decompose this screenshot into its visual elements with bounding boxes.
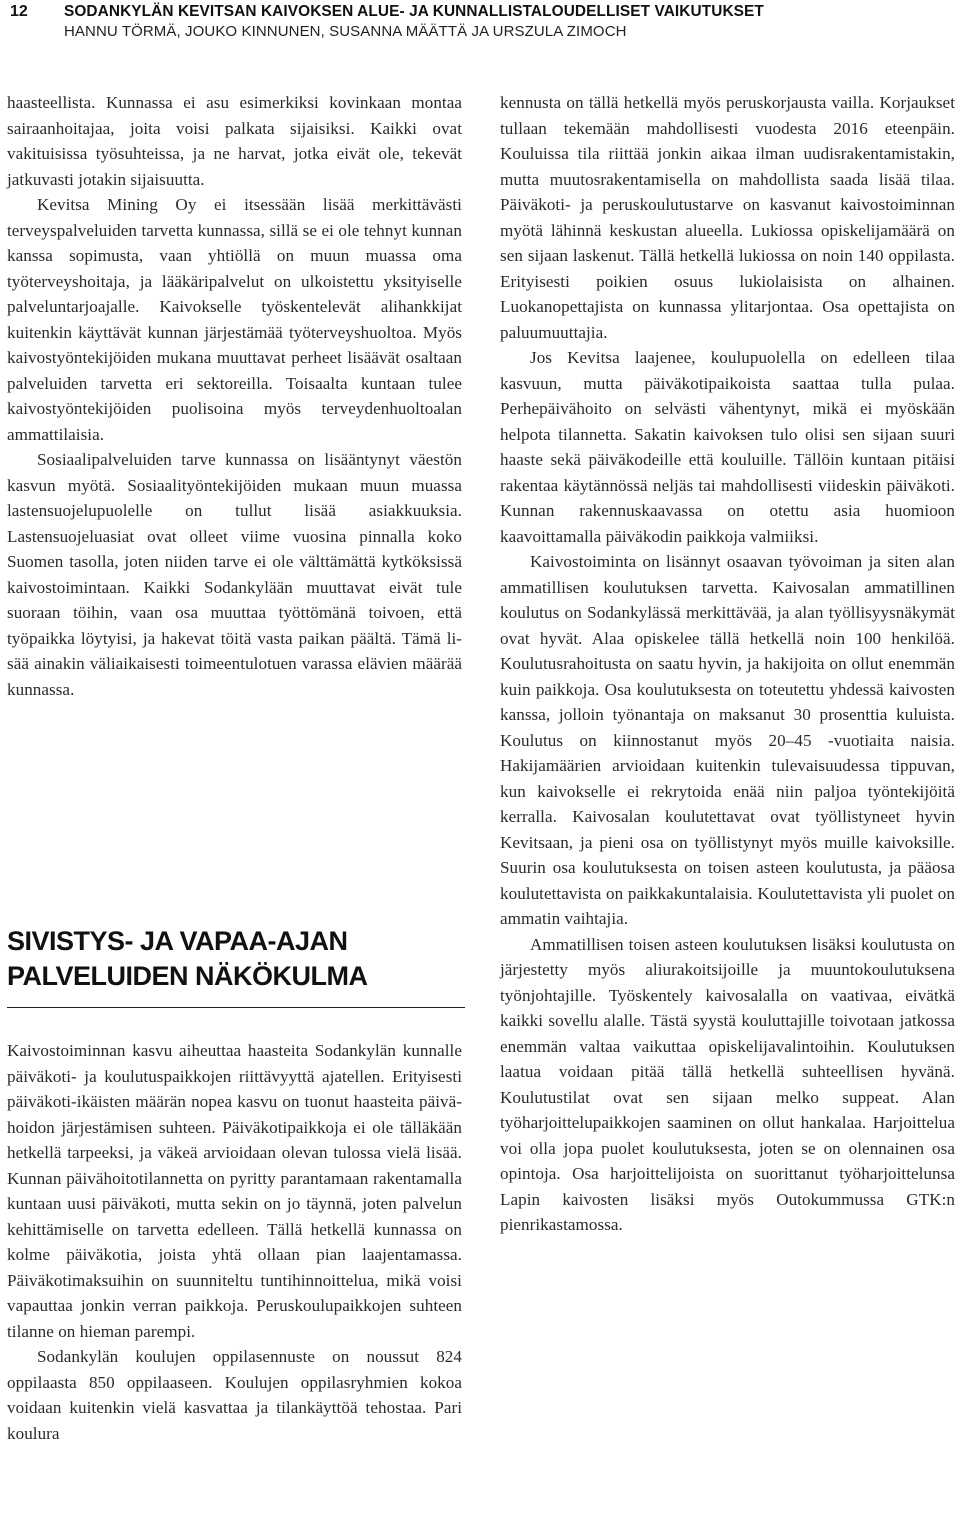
paragraph: Ammatillisen toisen asteen koulutuksen lisäksi koulutusta on järjestetty myös aliurakoitsijoille ja muuntokoulutuksena työnjohtajille. Työskentely kaivosalalla on vaativaa, eivätkä kaikki sovellu alalle. Tästä syystä kouluttajille toivotaan jatkossa enemmän valtaa vaikuttaa opiskelijavalintoihin. Koulutuksen laatua voidaan pitää tällä hetkellä suhteellisen hyvänä. Koulutustilat ovat sen sijaan melko suppeat. Alan työharjoittelupaikkojen saaminen on ollut hankalaa. Harjoittelua voi olla jopa puolet koulutuksesta, joten se on olennainen osa opintoja. Osa harjoittelijoista on suorittanut työharjoittelunsa Lapin kaivosten lisäksi myös Outokummussa GTK:n pienrikastamossa. bbox=[500, 934, 955, 1234]
section-divider bbox=[7, 1007, 465, 1008]
paragraph: Kaivostoiminta on lisännyt osaavan työvoiman ja siten alan ammatillisen koulutuksen tarvetta. Kaivosalan ammatillinen koulutus on Sodankylässä merkittävää, ja alan työllisyysnäkymät ovat hyvät. Alaa opiskelee tällä hetkellä noin 100 henkilöä. Koulutusrahoitusta on saatu hyvin, ja hakijoita on ollut enemmän kuin paikkoja. Osa koulutuksesta on toteutettu yhdessä kaivosten kanssa, jolloin työnantaja on maksanut 30 prosenttia kuluista. Koulutus on kiinnostanut myös 20–45 -vuotiaita naisia. Hakijamäärien arvioidaan kuitenkin tulevaisuudessa tippuvan, kun kaivokselle ei rekrytoida enää niin paljoa työntekijöitä kerralla. Kaivosalan koulutettavat ovat työllistyneet hyvin Kevitsaan, ja pieni osa on työllistynyt myös muille kaivoksille. Suurin osa koulutuksesta on toisen asteen koulutusta, ja pääosa koulutettavista on paikkakuntalaisia. Koulutettavista yli puolet on ammatin vaihtajia. bbox=[500, 552, 955, 928]
paragraph: kennusta on tällä hetkellä myös peruskorjausta vailla. Korjaukset tullaan tekemään mahdollisesti vuodesta 2016 eteenpäin. Kouluissa tila riittää jonkin aikaa ilman uudisrakentamistakin, mutta muutosrakentamisella on mahdollista saada lisää tilaa. Päiväkoti- ja peruskoulutustarve on kasvanut kaivostoiminnan myötä lähinnä keskustan alueella. Lukiossa opiskelijamäärä on sen sijaan laskenut. Tällä hetkellä lukiossa on noin 140 oppilasta. Erityisesti poikien osuus lukiolaisista on alhainen. Luokanopettajista on kunnassa ylitarjontaa. Osa opettajista on paluumuuttajia. bbox=[500, 93, 955, 342]
paragraph: Sosiaalipalveluiden tarve kunnassa on lisääntynyt väestön kasvun myötä. Sosiaalityöntekijöiden mukaan muun muassa lastensuojelupuolelle on tullut lisää asiakkuuksia. Lastensuojeluasiat ovat olleet viime vuosina pinnalla koko Suomen tasolla, joten niiden tarve ei ole välttämättä kytköksissä kaivostoimintaan. Kaikki Sodankylään muuttavat eivät tule suoraan töihin, vaan osa muuttaa työttömänä toivoen, että työpaikka löytyisi, ja hakevat töitä vasta paikan päältä. Tämä lisää ainakin väliaikaisesti toimeentulotuen varassa elävien määrää kunnassa. bbox=[7, 450, 462, 699]
section-heading-line-1: SIVISTYS- JA VAPAA-AJAN bbox=[7, 926, 348, 956]
paragraph: Kevitsa Mining Oy ei itsessään lisää merkittävästi terveyspalveluiden tarvetta kunnassa, sillä se ei ole tehnyt kunnan kanssa sopimusta, vaan yhtiöllä on muun muassa oma työterveyshoitaja, ja lääkäripalvelut on ulkoistettu yksityiselle palveluntarjoajalle. Kaivokselle työskentelevät alihankkijat kuitenkin käyttävät kunnan järjestämää työterveyshuoltoa. Myös kaivostyöntekijöiden mukana muuttavat perheet lisäävät osaltaan palveluiden tarvetta eri sektoreilla. Toisaalta kuntaan tulee kaivostyöntekijöiden puolisoina myös terveydenhuoltoalan ammattilaisia. bbox=[7, 195, 462, 444]
left-column bbox=[7, 90, 462, 702]
section-heading-line-2: PALVELUIDEN NÄKÖKULMA bbox=[7, 961, 368, 991]
running-authors: HANNU TÖRMÄ, JOUKO KINNUNEN, SUSANNA MÄÄTTÄ JA URSZULA ZIMOCH bbox=[64, 23, 627, 40]
paragraph: Sodankylän koulujen oppilasennuste on noussut 824 oppilaasta 850 oppilaaseen. Koulujen oppilasryhmien kokoa voidaan kuitenkin vielä kasvattaa ja tilankäyttöä tehostaa. Pari koulura bbox=[7, 1347, 462, 1443]
running-title: SODANKYLÄN KEVITSAN KAIVOKSEN ALUE- JA KUNNALLISTALOUDELLISET VAIKUTUKSET bbox=[64, 3, 764, 20]
left-column-section-body bbox=[7, 1038, 462, 1446]
page-number: 12 bbox=[10, 3, 28, 20]
running-header bbox=[10, 2, 950, 44]
paragraph: Kaivostoiminnan kasvu aiheuttaa haasteita Sodankylän kunnalle päiväkoti- ja koulutuspaikkojen riittävyyttä ajatellen. Erityisesti päiväkoti-ikäisten määrän nopea kasvu on tuonut haasteita päivähoidon järjestämisen suhteen. Päiväkotipaikkoja ei ole tälläkään hetkellä tarpeeksi, ja väkeä arvioidaan olevan tulossa vielä lisää. Kunnan päivähoitotilannetta on pyritty parantamaan rakentamalla kuntaan uusi päiväkoti, mutta sekin on jo täynnä, joten palvelun kehittämiselle on tarvetta edelleen. Tällä hetkellä kunnassa on kolme päiväkotia, joista yhtä ollaan pian laajentamassa. Päiväkotimaksuihin on suunniteltu tuntihinnoittelua, mikä voisi vapauttaa jonkin verran paikkoja. Peruskoulupaikkojen suhteen tilanne on hieman parempi. bbox=[7, 1041, 462, 1341]
right-column bbox=[500, 90, 955, 1238]
paragraph: haasteellista. Kunnassa ei asu esimerkiksi kovinkaan montaa sairaanhoitajaa, joita voisi palkata sijaisiksi. Kaikki ovat vakituisissa työsuhteissa, ja ne harvat, jotka eivät ole, tekevät jatkuvasti jotakin sijaisuutta. bbox=[7, 93, 462, 189]
paragraph: Jos Kevitsa laajenee, koulupuolella on edelleen tilaa kasvuun, mutta päiväkotipaikoista saattaa tulla pulaa. Perhepäivähoito on selvästi vähentynyt, mikä ei myöskään helpota tilannetta. Sakatin kaivoksen tulo olisi sen sijaan suuri haaste sekä päiväkodeille että kouluille. Tällöin kuntaan pitäisi rakentaa käytännössä neljäs tai mahdollisesti viideskin päiväkoti. Kunnan rakennuskaavassa on otettu asia huomioon kaavoittamalla päiväkodin paikkoja valmiiksi. bbox=[500, 348, 955, 546]
section-heading bbox=[7, 924, 465, 994]
